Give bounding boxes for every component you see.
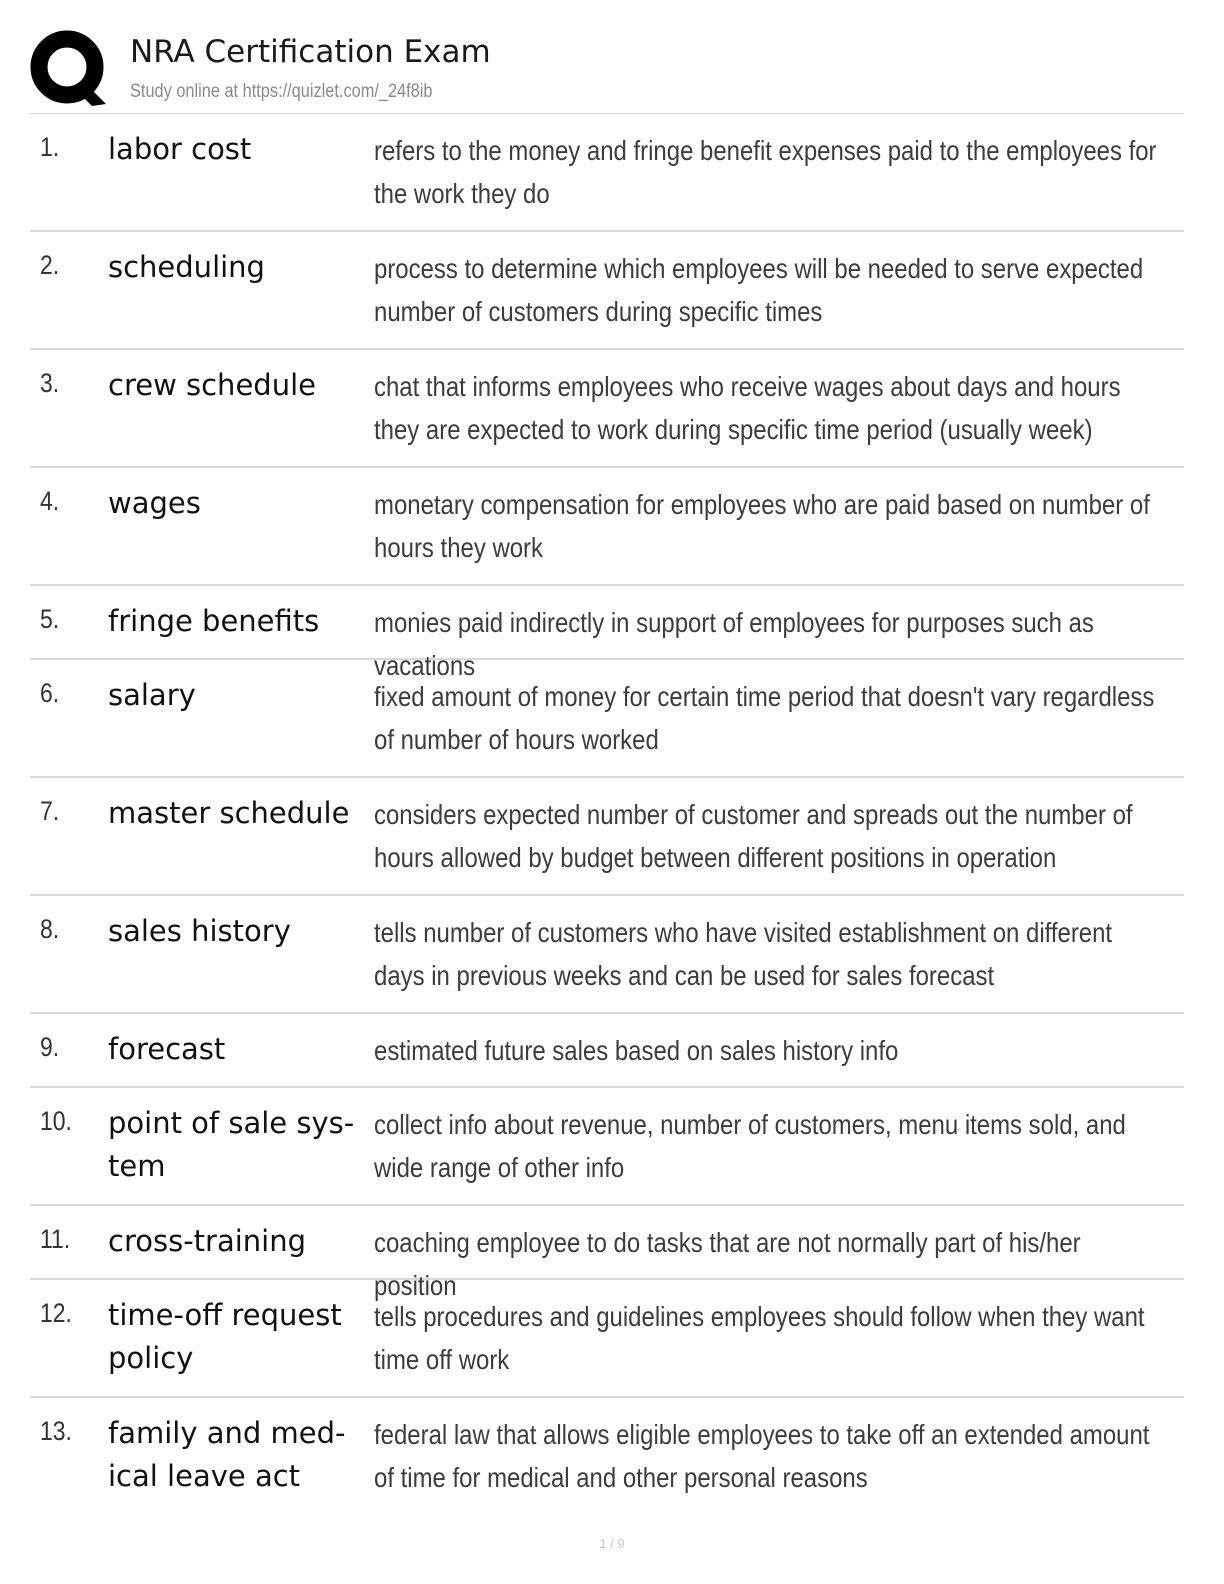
flashcard-row bbox=[30, 1280, 1184, 1398]
card-number: 4. bbox=[40, 486, 60, 516]
study-online-link[interactable]: Study online at https://quizlet.com/_24f8ib bbox=[130, 81, 433, 102]
card-definition: coaching employee to do tasks that are not normally part of his/her position bbox=[374, 1227, 1081, 1301]
flashcard-row bbox=[30, 1398, 1184, 1516]
card-definition: collect info about revenue, number of customers, menu items sold, and wide range of other info bbox=[374, 1109, 1126, 1183]
card-number: 9. bbox=[40, 1032, 60, 1062]
card-number: 12. bbox=[40, 1298, 72, 1328]
card-definition: considers expected number of customer and spreads out the number of hours allowed by budget between different positions in operation bbox=[374, 799, 1133, 873]
flashcard-row bbox=[30, 350, 1184, 468]
card-term: family and med- ical leave act bbox=[108, 1416, 346, 1493]
card-number: 13. bbox=[40, 1416, 72, 1446]
card-term: sales history bbox=[108, 914, 291, 948]
flashcard-row bbox=[30, 896, 1184, 1014]
card-term: time-off request policy bbox=[108, 1298, 342, 1375]
page-title: NRA Certification Exam bbox=[130, 34, 491, 70]
page-number: 1 / 9 bbox=[599, 1536, 625, 1551]
card-number: 5. bbox=[40, 604, 60, 634]
card-definition: tells number of customers who have visited establishment on different days in previous weeks and can be used for sales forecast bbox=[374, 917, 1113, 991]
card-definition: estimated future sales based on sales history info bbox=[374, 1035, 899, 1066]
card-number: 11. bbox=[40, 1224, 71, 1254]
page-header bbox=[30, 28, 1184, 114]
flashcard-row bbox=[30, 1014, 1184, 1088]
flashcard-row bbox=[30, 1206, 1184, 1301]
card-definition: monies paid indirectly in support of employees for purposes such as vacations bbox=[374, 607, 1094, 681]
card-term: fringe benefits bbox=[108, 604, 320, 638]
card-term: crew schedule bbox=[108, 368, 316, 402]
card-definition: tells procedures and guidelines employees should follow when they want time off work bbox=[374, 1301, 1145, 1375]
card-term: cross-training bbox=[108, 1224, 307, 1258]
card-definition: refers to the money and fringe benefit expenses paid to the employees for the work they do bbox=[374, 135, 1157, 209]
card-term: wages bbox=[108, 486, 201, 520]
card-definition: fixed amount of money for certain time period that doesn't vary regardless of number of hours worked bbox=[374, 681, 1155, 755]
flashcard-row bbox=[30, 778, 1184, 896]
card-term: point of sale sys- tem bbox=[108, 1106, 355, 1183]
card-number: 10. bbox=[40, 1106, 72, 1136]
flashcard-row bbox=[30, 232, 1184, 350]
card-number: 1. bbox=[40, 132, 60, 162]
quizlet-logo-icon bbox=[30, 30, 108, 108]
card-number: 2. bbox=[40, 250, 60, 280]
card-term: master schedule bbox=[108, 796, 350, 830]
flashcard-list bbox=[30, 114, 1184, 1516]
card-definition: federal law that allows eligible employees to take off an extended amount of time for medical and other personal reasons bbox=[374, 1419, 1150, 1493]
card-number: 7. bbox=[40, 796, 60, 826]
flashcard-row bbox=[30, 660, 1184, 778]
card-number: 8. bbox=[40, 914, 60, 944]
card-definition: process to determine which employees will be needed to serve expected number of customers during specific times bbox=[374, 253, 1144, 327]
flashcard-row bbox=[30, 1088, 1184, 1206]
card-term: scheduling bbox=[108, 250, 265, 284]
card-definition: monetary compensation for employees who are paid based on number of hours they work bbox=[374, 489, 1150, 563]
flashcard-row bbox=[30, 468, 1184, 586]
card-term: labor cost bbox=[108, 132, 252, 166]
card-number: 6. bbox=[40, 678, 60, 708]
card-term: salary bbox=[108, 678, 196, 712]
card-definition: chat that informs employees who receive wages about days and hours they are expected to work during specific time period (usually week) bbox=[374, 371, 1121, 445]
card-term: forecast bbox=[108, 1032, 226, 1066]
flashcard-row bbox=[30, 114, 1184, 232]
card-number: 3. bbox=[40, 368, 60, 398]
flashcard-row bbox=[30, 586, 1184, 681]
